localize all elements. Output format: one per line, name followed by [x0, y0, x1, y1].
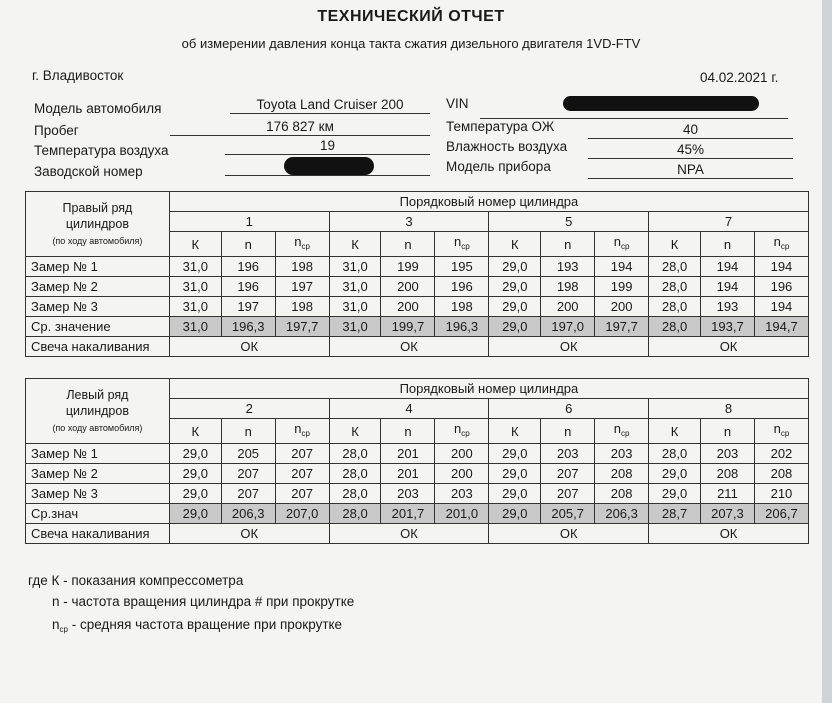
average-cell: 197,7: [275, 317, 329, 337]
average-cell: 206,7: [754, 504, 808, 524]
measurement-cell: 29,0: [169, 484, 221, 504]
measurement-cell: 207: [541, 464, 595, 484]
measurement-cell: 29,0: [649, 464, 701, 484]
ncp-sub: ср: [461, 429, 470, 438]
col-k: К: [169, 419, 221, 444]
col-ncp: [435, 232, 489, 257]
measurement-cell: 194: [754, 257, 808, 277]
measurement-cell: 200: [541, 297, 595, 317]
average-cell: 28,0: [329, 504, 381, 524]
measurement-cell: 196: [221, 257, 275, 277]
ncp-n: n: [454, 234, 462, 249]
measurement-cell: 199: [595, 277, 649, 297]
measurement-cell: 28,0: [329, 444, 381, 464]
average-label: Ср. значение: [26, 317, 170, 337]
left-bank-label: Левый ряд цилиндров: [65, 387, 129, 418]
coolant-value: 40: [588, 121, 793, 139]
measurement-cell: 203: [435, 484, 489, 504]
col-n: n: [381, 232, 435, 257]
measurement-cell: 198: [275, 257, 329, 277]
measurement-label: Замер № 1: [26, 257, 170, 277]
measurement-cell: 210: [754, 484, 808, 504]
measurement-cell: 199: [381, 257, 435, 277]
model-value: Toyota Land Cruiser 200: [230, 96, 430, 114]
report-title: ТЕХНИЧЕСКИЙ ОТЧЕТ: [317, 8, 505, 25]
mileage-label: Пробег: [34, 123, 79, 138]
cylinder-number: 8: [649, 399, 809, 419]
col-ncp: [754, 419, 808, 444]
measurement-label: Замер № 2: [26, 464, 170, 484]
measurement-cell: 200: [435, 444, 489, 464]
measurement-cell: 207: [275, 484, 329, 504]
average-cell: 201,7: [381, 504, 435, 524]
average-cell: 196,3: [221, 317, 275, 337]
ncp-sub: ср: [301, 242, 310, 251]
ncp-n: n: [773, 421, 781, 436]
legend-k: где К - показания компрессометра: [28, 573, 244, 588]
cylinder-order-header: Порядковый номер цилиндра: [169, 379, 808, 399]
glow-plug-value: ОК: [649, 524, 809, 544]
col-n: n: [541, 232, 595, 257]
serial-redaction: [284, 157, 374, 175]
right-bank-table: [25, 191, 809, 357]
glow-plug-value: ОК: [489, 337, 649, 357]
measurement-cell: 31,0: [169, 257, 221, 277]
average-row: [26, 317, 809, 337]
measurement-row: [26, 257, 809, 277]
left-bank-rows: [26, 444, 809, 524]
average-cell: 29,0: [489, 504, 541, 524]
measurement-cell: 28,0: [329, 464, 381, 484]
ncp-n: n: [294, 421, 302, 436]
col-ncp: [275, 232, 329, 257]
col-ncp: [435, 419, 489, 444]
col-k: К: [649, 419, 701, 444]
legend-ncp-text: - средняя частота вращение при прокрутке: [67, 617, 343, 632]
glow-plug-value: ОК: [169, 337, 329, 357]
measurement-cell: 203: [381, 484, 435, 504]
measurement-cell: 194: [700, 277, 754, 297]
measurement-cell: 203: [700, 444, 754, 464]
left-bank-header: [26, 379, 170, 444]
page-edge: [822, 0, 832, 703]
measurement-cell: 29,0: [489, 277, 541, 297]
col-ncp: [595, 232, 649, 257]
device-value: NPA: [588, 161, 793, 179]
measurement-cell: 196: [754, 277, 808, 297]
average-cell: 206,3: [595, 504, 649, 524]
ncp-sub: ср: [461, 242, 470, 251]
measurement-cell: 31,0: [329, 277, 381, 297]
measurement-cell: 198: [541, 277, 595, 297]
legend-n: n - частота вращения цилиндра # при прокрутке: [52, 594, 355, 609]
measurement-cell: 207: [275, 444, 329, 464]
measurement-cell: 29,0: [169, 444, 221, 464]
direction-hint: (по ходу автомобиля): [52, 422, 143, 433]
col-n: n: [700, 419, 754, 444]
glow-plug-value: ОК: [489, 524, 649, 544]
measurement-cell: 195: [435, 257, 489, 277]
measurement-cell: 29,0: [489, 464, 541, 484]
legend-ncp-sub: ср: [59, 625, 68, 634]
glow-plug-value: ОК: [649, 337, 809, 357]
device-label: Модель прибора: [446, 159, 551, 174]
measurement-cell: 207: [221, 464, 275, 484]
glow-plug-value: ОК: [329, 524, 489, 544]
ncp-sub: ср: [301, 429, 310, 438]
measurement-cell: 29,0: [489, 484, 541, 504]
cylinder-order-header: Порядковый номер цилиндра: [169, 192, 808, 212]
col-n: n: [700, 232, 754, 257]
measurement-row: [26, 464, 809, 484]
col-n: n: [381, 419, 435, 444]
measurement-cell: 200: [435, 464, 489, 484]
average-label: Ср.знач: [26, 504, 170, 524]
cylinder-number: 7: [649, 212, 809, 232]
ncp-n: n: [454, 421, 462, 436]
col-n: n: [221, 232, 275, 257]
date: 04.02.2021 г.: [700, 70, 779, 85]
right-bank-label: Правый ряд цилиндров: [62, 200, 133, 231]
ncp-sub: ср: [780, 429, 790, 438]
average-cell: 201,0: [435, 504, 489, 524]
measurement-cell: 201: [381, 444, 435, 464]
measurement-cell: 194: [595, 257, 649, 277]
right-bank-rows: [26, 257, 809, 337]
average-cell: 207,3: [700, 504, 754, 524]
humidity-label: Влажность воздуха: [446, 139, 568, 154]
measurement-cell: 28,0: [649, 297, 701, 317]
average-cell: 29,0: [489, 317, 541, 337]
measurement-cell: 28,0: [649, 257, 701, 277]
ncp-n: n: [613, 234, 621, 249]
ncp-sub: ср: [621, 242, 630, 251]
measurement-cell: 205: [221, 444, 275, 464]
measurement-cell: 194: [754, 297, 808, 317]
city: г. Владивосток: [32, 68, 124, 83]
average-row: [26, 504, 809, 524]
average-cell: 205,7: [541, 504, 595, 524]
ncp-n: n: [773, 234, 781, 249]
measurement-cell: 201: [381, 464, 435, 484]
cylinder-number: 4: [329, 399, 489, 419]
average-cell: 28,0: [649, 317, 701, 337]
measurement-cell: 29,0: [649, 484, 701, 504]
measurement-row: [26, 444, 809, 464]
measurement-cell: 200: [595, 297, 649, 317]
measurement-cell: 208: [700, 464, 754, 484]
measurement-cell: 211: [700, 484, 754, 504]
measurement-cell: 193: [700, 297, 754, 317]
cylinder-number: 3: [329, 212, 489, 232]
measurement-label: Замер № 3: [26, 484, 170, 504]
col-k: К: [649, 232, 701, 257]
measurement-cell: 197: [221, 297, 275, 317]
glow-plug-label: Свеча накаливания: [26, 524, 170, 544]
legend-ncp-n: n: [52, 617, 60, 632]
average-cell: 31,0: [169, 317, 221, 337]
measurement-cell: 197: [275, 277, 329, 297]
measurement-cell: 208: [595, 484, 649, 504]
measurement-cell: 28,0: [329, 484, 381, 504]
direction-hint: (по ходу автомобиля): [52, 235, 143, 246]
measurement-cell: 31,0: [329, 257, 381, 277]
air-temp-value: 19: [225, 137, 430, 155]
average-cell: 196,3: [435, 317, 489, 337]
measurement-cell: 194: [700, 257, 754, 277]
average-cell: 194,7: [754, 317, 808, 337]
average-cell: 207,0: [275, 504, 329, 524]
glow-plug-value: ОК: [329, 337, 489, 357]
col-ncp: [754, 232, 808, 257]
measurement-label: Замер № 2: [26, 277, 170, 297]
col-k: К: [329, 419, 381, 444]
glow-plug-value: ОК: [169, 524, 329, 544]
col-k: К: [329, 232, 381, 257]
average-cell: 197,0: [541, 317, 595, 337]
col-k: К: [489, 232, 541, 257]
ncp-sub: ср: [780, 242, 790, 251]
average-cell: 199,7: [381, 317, 435, 337]
cylinder-number: 6: [489, 399, 649, 419]
measurement-cell: 207: [221, 484, 275, 504]
col-n: n: [541, 419, 595, 444]
measurement-row: [26, 277, 809, 297]
vin-label: VIN: [446, 96, 469, 111]
col-ncp: [595, 419, 649, 444]
measurement-cell: 203: [541, 444, 595, 464]
measurement-row: [26, 484, 809, 504]
col-n: n: [221, 419, 275, 444]
col-k: К: [169, 232, 221, 257]
measurement-cell: 202: [754, 444, 808, 464]
measurement-cell: 208: [595, 464, 649, 484]
measurement-cell: 200: [381, 277, 435, 297]
coolant-label: Температура ОЖ: [446, 119, 555, 134]
measurement-cell: 198: [435, 297, 489, 317]
measurement-cell: 31,0: [169, 277, 221, 297]
cylinder-number: 1: [169, 212, 329, 232]
measurement-cell: 28,0: [649, 277, 701, 297]
mileage-value: 176 827 км: [170, 118, 430, 136]
measurement-cell: 207: [275, 464, 329, 484]
report-subtitle: об измерении давления конца такта сжатия дизельного двигателя 1VD-FTV: [181, 36, 641, 51]
measurement-label: Замер № 3: [26, 297, 170, 317]
air-temp-label: Температура воздуха: [34, 143, 169, 158]
ncp-n: n: [294, 234, 302, 249]
humidity-value: 45%: [588, 141, 793, 159]
col-ncp: [275, 419, 329, 444]
average-cell: 197,7: [595, 317, 649, 337]
ncp-n: n: [613, 421, 621, 436]
model-label: Модель автомобиля: [34, 101, 162, 116]
measurement-label: Замер № 1: [26, 444, 170, 464]
right-bank-header: [26, 192, 170, 257]
measurement-cell: 29,0: [169, 464, 221, 484]
cylinder-number: 2: [169, 399, 329, 419]
measurement-cell: 31,0: [169, 297, 221, 317]
average-cell: 31,0: [329, 317, 381, 337]
measurement-cell: 203: [595, 444, 649, 464]
average-cell: 29,0: [169, 504, 221, 524]
left-bank-table: [25, 378, 809, 544]
measurement-cell: 198: [275, 297, 329, 317]
measurement-cell: 207: [541, 484, 595, 504]
measurement-cell: 29,0: [489, 257, 541, 277]
measurement-cell: 196: [435, 277, 489, 297]
measurement-cell: 31,0: [329, 297, 381, 317]
serial-label: Заводской номер: [34, 164, 143, 179]
ncp-sub: ср: [621, 429, 630, 438]
measurement-cell: 28,0: [649, 444, 701, 464]
measurement-cell: 193: [541, 257, 595, 277]
measurement-cell: 200: [381, 297, 435, 317]
measurement-cell: 196: [221, 277, 275, 297]
legend-ncp: [52, 617, 342, 634]
measurement-row: [26, 297, 809, 317]
average-cell: 28,7: [649, 504, 701, 524]
col-k: К: [489, 419, 541, 444]
measurement-cell: 29,0: [489, 297, 541, 317]
cylinder-number: 5: [489, 212, 649, 232]
measurement-cell: 29,0: [489, 444, 541, 464]
average-cell: 206,3: [221, 504, 275, 524]
glow-plug-label: Свеча накаливания: [26, 337, 170, 357]
measurement-cell: 208: [754, 464, 808, 484]
average-cell: 193,7: [700, 317, 754, 337]
vin-redaction: [563, 96, 759, 111]
